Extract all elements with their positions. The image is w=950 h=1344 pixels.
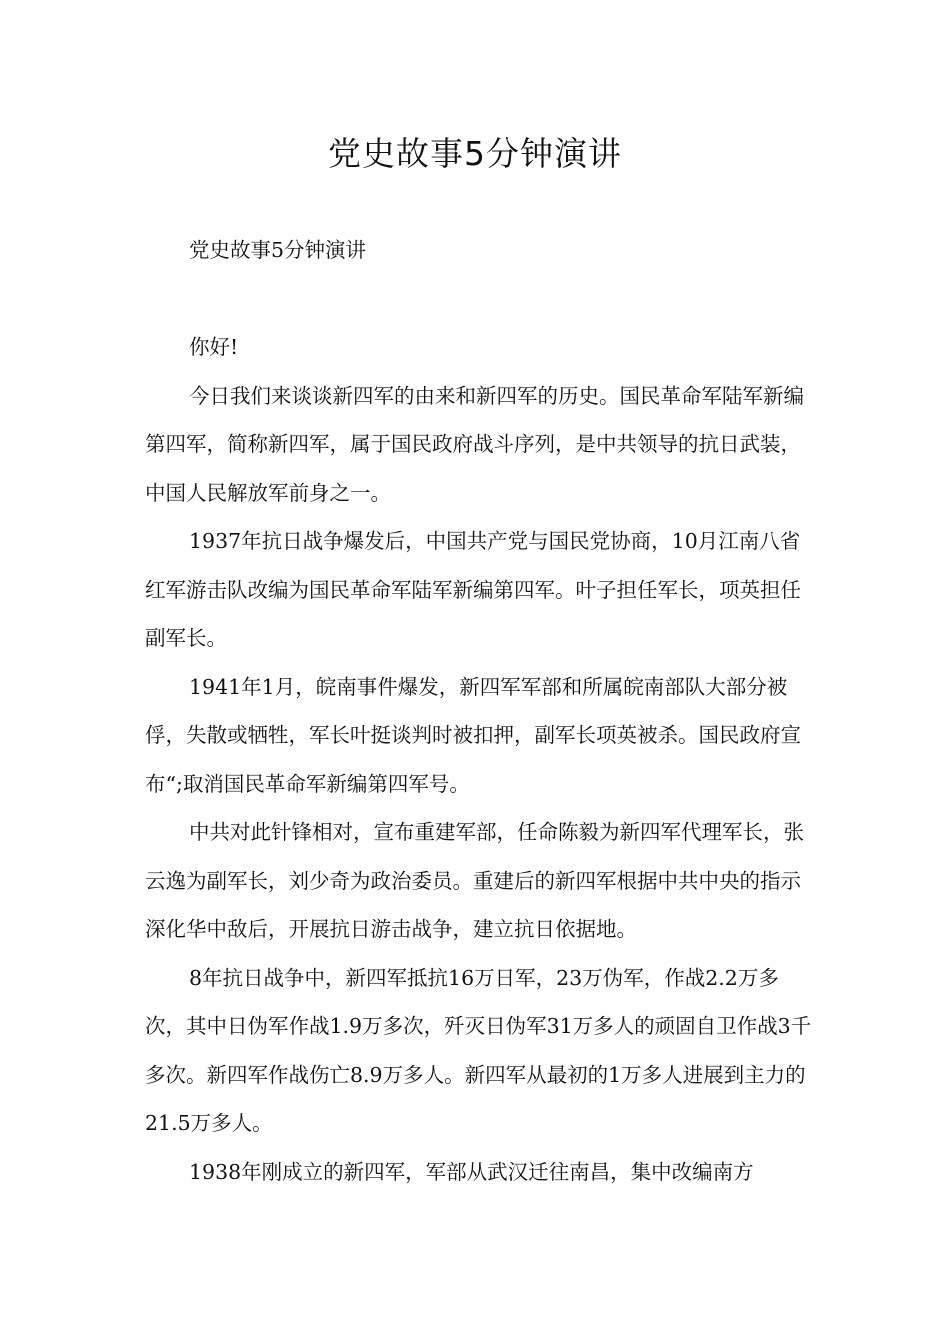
body-paragraph: 1937年抗日战争爆发后，中国共产党与国民党协商，10月江南八省红军游击队改编为国民革命军陆军新编第四军。叶子担任军长，项英担任副军长。 [145, 529, 801, 650]
body-paragraph: 8年抗日战争中，新四军抵抗16万日军，23万伪军，作战2.2万多次，其中日伪军作战1.9万多次，歼灭日伪军31万多人的顽固自卫作战3千多次。新四军作战伤亡8.9万多人。新四军从最初的1万多人进展到主力的21.5万多人。 [145, 965, 812, 1135]
greeting-paragraph: 你好! [189, 335, 239, 359]
document-subtitle: 党史故事5分钟演讲 [189, 238, 367, 262]
document-body [145, 226, 817, 1196]
body-paragraph: 1941年1月，皖南事件爆发，新四军军部和所属皖南部队大部分被俘，失散或牺牲，军长叶挺谈判时被扣押，副军长项英被杀。国民政府宣布“;取消国民革命军新编第四军号。 [145, 674, 801, 796]
body-paragraph: 1938年刚成立的新四军，军部从武汉迁往南昌，集中改编南方 [189, 1159, 754, 1184]
body-paragraph: 中共对此针锋相对，宣布重建军部，任命陈毅为新四军代理军长，张云逸为副军长，刘少奇为政治委员。重建后的新四军根据中共中央的指示深化华中敌后，开展抗日游击战争，建立抗日依据地。 [145, 820, 804, 941]
document-title: 党史故事5分钟演讲 [328, 134, 622, 173]
body-paragraph: 今日我们来谈谈新四军的由来和新四军的历史。国民革命军陆军新编第四军，简称新四军，属于国民政府战斗序列，是中共领导的抗日武装，中国人民解放军前身之一。 [145, 383, 804, 505]
